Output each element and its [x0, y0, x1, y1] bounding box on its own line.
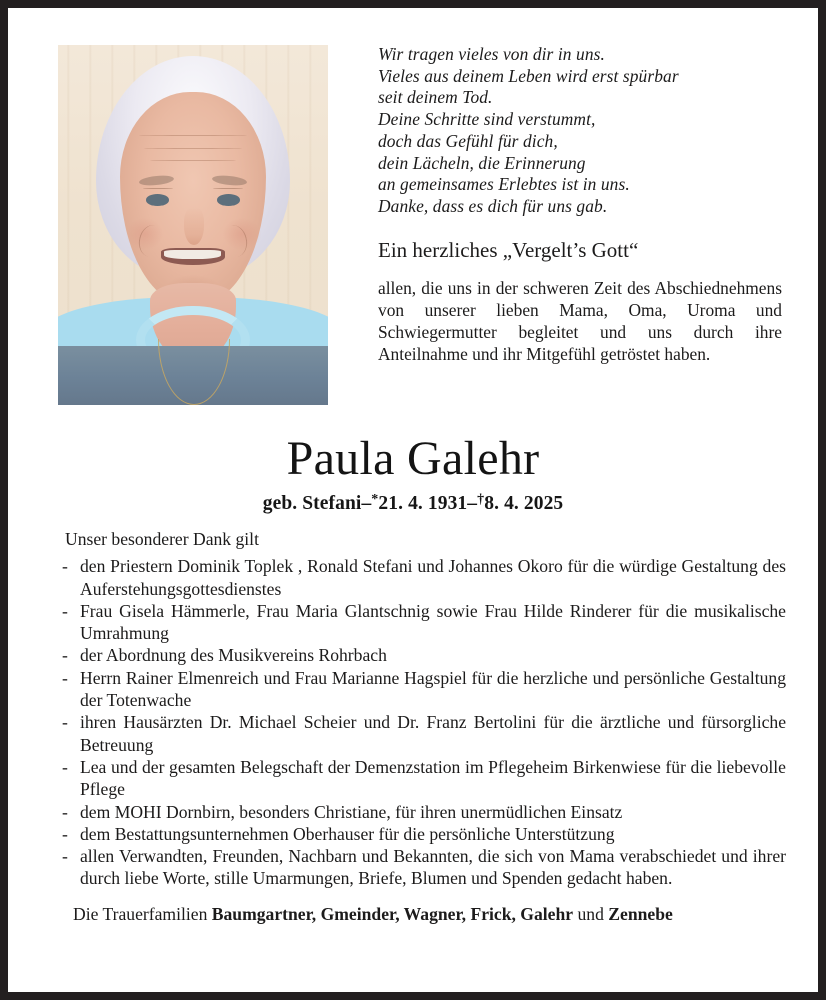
- eye-left: [146, 194, 169, 206]
- list-item: [56, 600, 786, 645]
- list-item-text: Herrn Rainer Elmenreich und Frau Marianne Hagspiel für die herzliche und persönliche Gestaltung der Totenwache: [80, 667, 786, 711]
- death-symbol: †: [477, 491, 485, 508]
- list-bullet: -: [62, 801, 68, 822]
- mouth-shape: [161, 248, 226, 265]
- memorial-poem: [378, 44, 782, 218]
- portrait-photo: [58, 45, 328, 405]
- list-bullet: -: [62, 823, 68, 844]
- families-last-name: Zennebe: [608, 903, 673, 924]
- date-separator-1: –: [361, 493, 372, 514]
- poem-line: doch das Gefühl für dich,: [378, 130, 558, 151]
- list-item-text: allen Verwandten, Freunden, Nachbarn und Bekannten, die sich von Mama verabschiedet und ihrer durch liebe Worte, stille Umarmungen, Briefe, Blumen und Spenden gedacht haben.: [80, 846, 786, 889]
- poem-line: dein Lächeln, die Erinnerung: [378, 152, 586, 173]
- birth-symbol: *: [371, 491, 379, 508]
- mourning-families: [73, 903, 786, 925]
- list-bullet: -: [62, 712, 68, 733]
- memorial-notice-inner: [8, 8, 818, 992]
- list-bullet: -: [62, 645, 68, 666]
- list-bullet: -: [62, 756, 68, 777]
- eyelid-right: [213, 188, 243, 189]
- portrait-photo-image: [58, 45, 328, 405]
- families-names: Baumgartner, Gmeinder, Wagner, Frick, Galehr: [211, 903, 574, 924]
- eye-right: [217, 194, 240, 206]
- poem-line: Danke, dass es dich für uns gab.: [378, 195, 608, 216]
- forehead-line: [144, 148, 241, 149]
- list-item-text: Frau Gisela Hämmerle, Frau Maria Glantschnig sowie Frau Hilde Rinderer für die musikalische Umrahmung: [80, 600, 786, 644]
- list-item-text: ihren Hausärzten Dr. Michael Scheier und Dr. Franz Bertolini für die ärztliche und fürsorgliche Betreuung: [80, 712, 786, 755]
- list-item: [56, 756, 786, 801]
- life-dates: [8, 492, 818, 516]
- thanks-heading: Ein herzliches „Vergelt’s Gott“: [378, 237, 639, 262]
- poem-line: seit deinem Tod.: [378, 87, 493, 108]
- forehead-line: [139, 135, 247, 136]
- nose-shape: [184, 207, 204, 245]
- poem-line: Vieles aus deinem Leben wird erst spürbar: [378, 65, 679, 86]
- list-item: [56, 801, 786, 823]
- name-block: [8, 432, 818, 516]
- thanks-list-block: [56, 528, 786, 925]
- list-item: [56, 711, 786, 756]
- right-text-column: [378, 44, 782, 365]
- list-bullet: -: [62, 667, 68, 688]
- poem-line: an gemeinsames Erlebtes ist in uns.: [378, 174, 630, 195]
- list-item: [56, 823, 786, 845]
- list-item-text: dem Bestattungsunternehmen Oberhauser für die persönliche Unterstützung: [80, 823, 615, 844]
- list-bullet: -: [62, 846, 68, 867]
- list-item: [56, 845, 786, 890]
- list-item-text: der Abordnung des Musikvereins Rohrbach: [80, 645, 387, 666]
- poem-line: Deine Schritte sind verstummt,: [378, 109, 596, 130]
- deceased-name: Paula Galehr: [286, 432, 540, 485]
- list-item: [56, 667, 786, 712]
- thanks-list-intro: Unser besonderer Dank gilt: [65, 529, 259, 549]
- birth-date: 21. 4. 1931: [378, 493, 468, 514]
- top-section: [8, 8, 818, 380]
- list-bullet: -: [62, 556, 68, 577]
- thanks-list: [56, 555, 786, 889]
- teeth-shape: [164, 250, 221, 259]
- death-date: 8. 4. 2025: [484, 493, 564, 514]
- poem-line: Wir tragen vieles von dir in uns.: [378, 44, 605, 64]
- list-item-text: dem MOHI Dornbirn, besonders Christiane, für ihren unermüdlichen Einsatz: [80, 801, 623, 822]
- families-conjunction: und: [573, 903, 609, 924]
- list-item-text: den Priestern Dominik Toplek , Ronald Stefani und Johannes Okoro für die würdige Gestaltung des Auferstehungsgottesdienstes: [80, 556, 786, 599]
- list-bullet: -: [62, 600, 68, 621]
- list-item: [56, 555, 786, 600]
- list-item: [56, 644, 786, 666]
- date-separator-2: –: [467, 493, 478, 514]
- maiden-name: geb. Stefani: [262, 493, 362, 514]
- list-item-text: Lea und der gesamten Belegschaft der Demenzstation im Pflegeheim Birkenwiese für die liebevolle Pflege: [80, 756, 786, 800]
- thanks-paragraph: allen, die uns in der schweren Zeit des Abschiednehmens von unserer lieben Mama, Oma, Uroma und Schwiegermutter begleitet und uns durch ihre Anteilnahme und ihr Mitgefühl getröstet haben.: [378, 277, 782, 364]
- families-prefix: Die Trauerfamilien: [73, 903, 212, 924]
